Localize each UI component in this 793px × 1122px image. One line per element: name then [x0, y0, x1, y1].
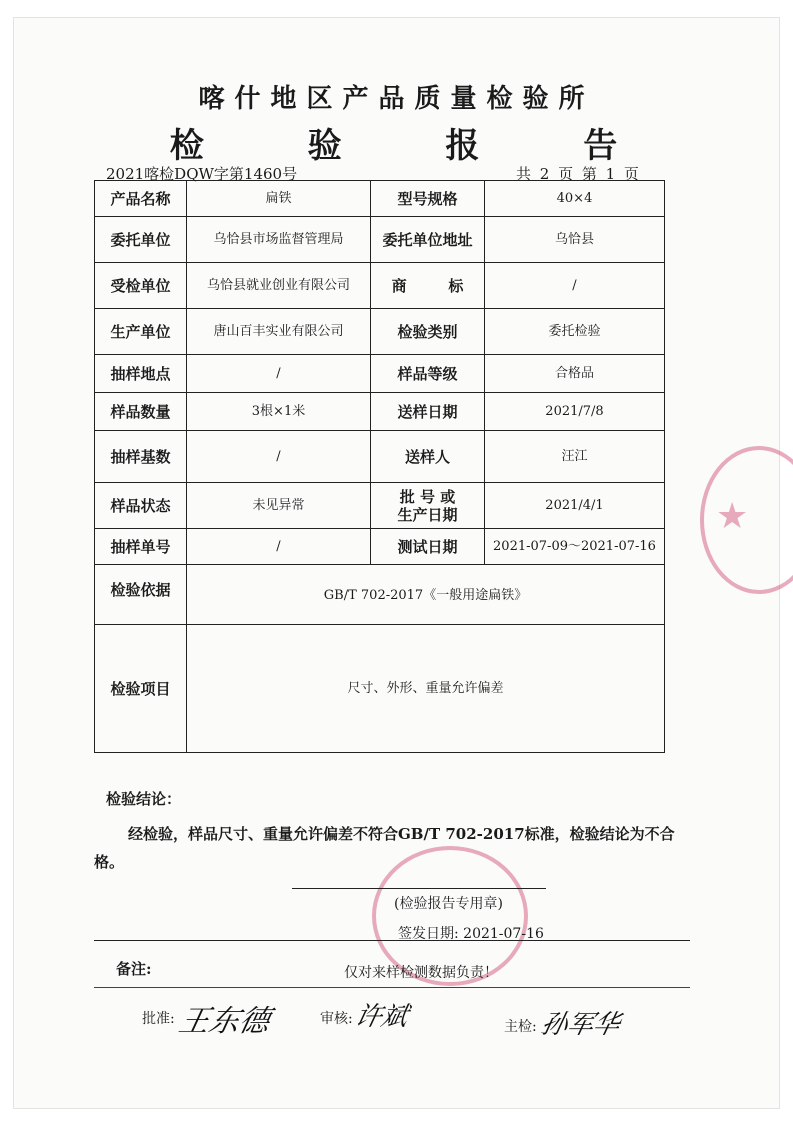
value-sample-quantity: 3根×1米: [187, 393, 371, 431]
label-manufacturer: 生产单位: [95, 309, 187, 355]
value-sampling-base: /: [187, 431, 371, 483]
label-sample-grade: 样品等级: [371, 355, 485, 393]
value-delivery-date: 2021/7/8: [485, 393, 665, 431]
label-client: 委托单位: [95, 217, 187, 263]
label-sample-quantity: 样品数量: [95, 393, 187, 431]
conclusion-text: 经检验，样品尺寸、重量允许偏差不符合GB/T 702-2017标准，检验结论为不合格。: [94, 825, 675, 871]
table-row: [95, 181, 665, 217]
test-signature: 孙军华: [538, 1010, 623, 1040]
value-trademark: /: [485, 263, 665, 309]
value-client-address: 乌恰县: [485, 217, 665, 263]
issue-date: 签发日期: 2021-07-16: [398, 926, 544, 942]
report-number: 2021喀检DQW字第1460号: [106, 165, 298, 183]
info-table: [94, 180, 665, 753]
page-info: 共 2 页 第 1 页: [516, 165, 641, 183]
label-sampling-base: 抽样基数: [95, 431, 187, 483]
stamp-note: (检验报告专用章): [394, 896, 503, 912]
label-sampling-no: 抽样单号: [95, 529, 187, 565]
value-test-date: 2021-07-09～2021-07-16: [485, 529, 665, 565]
table-row: [95, 431, 665, 483]
value-items: 尺寸、外形、重量允许偏差: [187, 625, 665, 753]
test-label: 主检:: [504, 1019, 537, 1035]
label-inspected-unit: 受检单位: [95, 263, 187, 309]
value-manufacturer: 唐山百丰实业有限公司: [187, 309, 371, 355]
conclusion-label: 检验结论：: [106, 790, 182, 808]
table-row: [95, 263, 665, 309]
label-test-date: 测试日期: [371, 529, 485, 565]
label-batch-line1: 批 号 或: [399, 487, 456, 506]
table-row: [95, 217, 665, 263]
value-inspection-type: 委托检验: [485, 309, 665, 355]
value-client: 乌恰县市场监督管理局: [187, 217, 371, 263]
remarks-label: 备注:: [116, 960, 152, 978]
label-sampling-place: 抽样地点: [95, 355, 187, 393]
approve-signature: 王东德: [175, 1004, 273, 1039]
value-sampling-no: /: [187, 529, 371, 565]
report-title: 检 验 报 告: [169, 126, 664, 166]
table-row: [95, 309, 665, 355]
table-row: [95, 625, 665, 753]
remarks-text: 仅对来样检测数据负责！: [344, 965, 498, 981]
table-row: [95, 355, 665, 393]
label-sender: 送样人: [371, 431, 485, 483]
value-sample-grade: 合格品: [485, 355, 665, 393]
review-label: 审核:: [320, 1011, 353, 1027]
label-basis: 检验依据: [95, 565, 187, 625]
label-items: 检验项目: [95, 625, 187, 753]
label-product-name: 产品名称: [95, 181, 187, 217]
label-sample-status: 样品状态: [95, 483, 187, 529]
value-inspected-unit: 乌恰县就业创业有限公司: [187, 263, 371, 309]
value-sample-status: 未见异常: [187, 483, 371, 529]
label-client-address: 委托单位地址: [371, 217, 485, 263]
org-title: 喀什地区产品质量检验所: [198, 84, 595, 114]
table-row: [95, 565, 665, 625]
table-row: [95, 393, 665, 431]
table-row: [95, 483, 665, 529]
value-sampling-place: /: [187, 355, 371, 393]
label-batch-date: [371, 483, 485, 529]
label-model-spec: 型号规格: [371, 181, 485, 217]
section-divider: [94, 940, 690, 941]
value-product-name: 扁铁: [187, 181, 371, 217]
seal-star-icon: ★: [716, 496, 749, 537]
review-signature: 许斌: [352, 1002, 411, 1032]
approve-label: 批准:: [142, 1011, 175, 1027]
value-batch-date: 2021/4/1: [485, 483, 665, 529]
label-inspection-type: 检验类别: [371, 309, 485, 355]
value-model-spec: 40×4: [485, 181, 665, 217]
footer-divider: [94, 987, 690, 988]
table-row: [95, 529, 665, 565]
label-delivery-date: 送样日期: [371, 393, 485, 431]
label-trademark: 商 标: [371, 263, 485, 309]
value-sender: 汪江: [485, 431, 665, 483]
signature-line: [292, 888, 546, 889]
value-basis: GB/T 702-2017《一般用途扁铁》: [187, 565, 665, 625]
label-batch-line2: 生产日期: [397, 505, 458, 524]
